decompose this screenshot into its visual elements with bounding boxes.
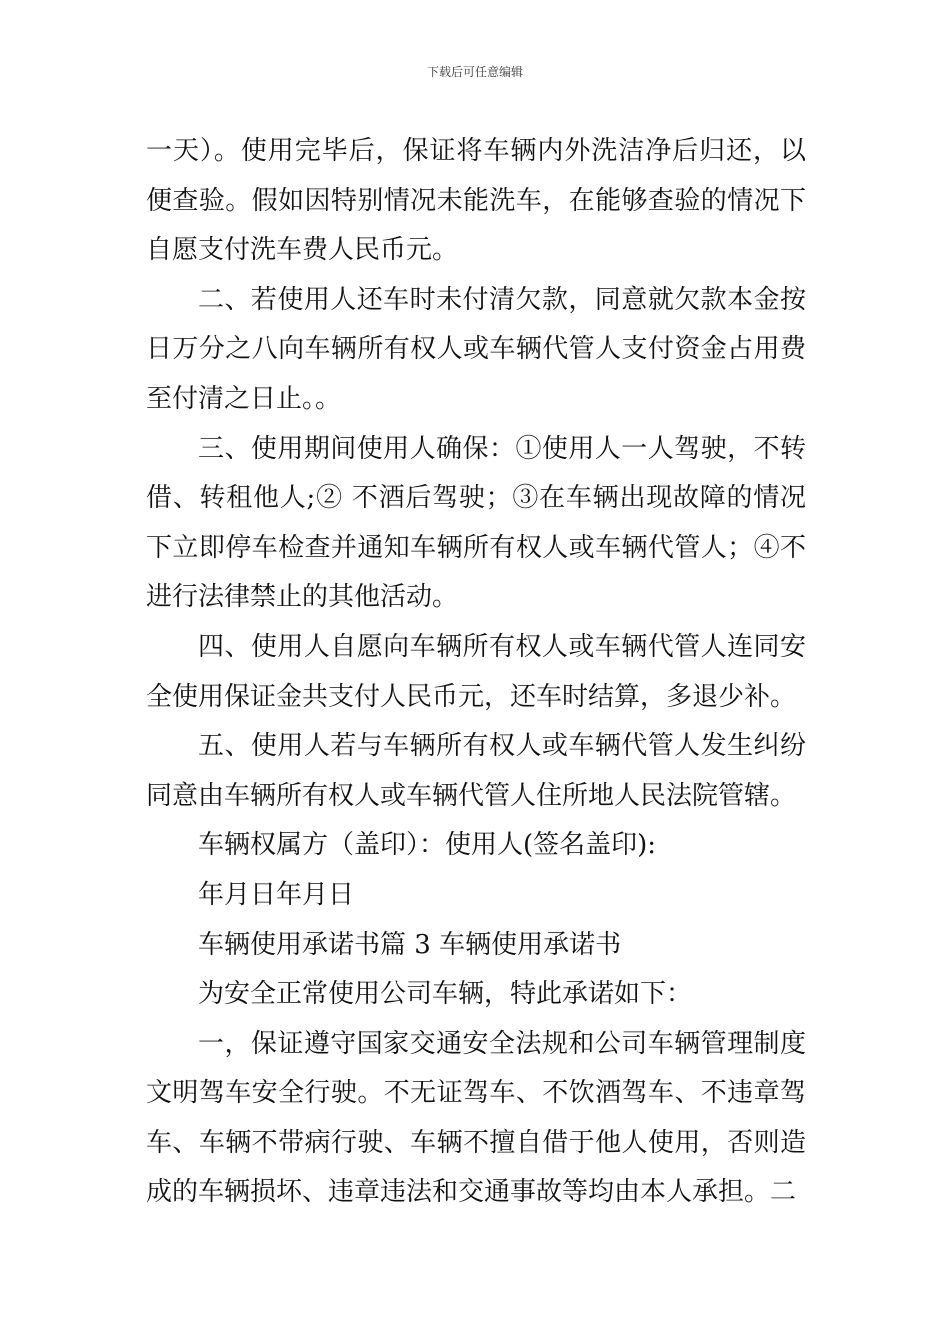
section-title: 车辆使用承诺书篇 3 车辆使用承诺书 [198,929,622,960]
date-line: 年月日年月日 [198,879,355,910]
document-body [146,127,806,1218]
paragraph-pledge-1: 一，保证遵守国家交通安全法规和公司车辆管理制度文明驾车安全行驶。不无证驾车、不饮酒驾车、不违章驾车、车辆不带病行驶、车辆不擅自借于他人使用，否则造成的车辆损坏、违章违法和交通事故等均由本人承担。二 [146,1028,806,1208]
paragraph-continuation: 一天）。使用完毕后，保证将车辆内外洗洁净后归还，以便查验。假如因特别情况未能洗车，在能够查验的情况下自愿支付洗车费人民币元。 [146,136,806,266]
paragraph-intro: 为安全正常使用公司车辆，特此承诺如下： [198,979,693,1010]
paragraph-clause-2: 二、若使用人还车时未付清欠款，同意就欠款本金按日万分之八向车辆所有权人或车辆代管人支付资金占用费至付清之日止。。 [146,284,806,414]
page-header: 下载后可任意编辑 [426,65,523,79]
signature-line: 车辆权属方（盖印）：使用人(签名盖印): [198,830,657,861]
paragraph-clause-3: 三、使用期间使用人确保：①使用人一人驾驶，不转借、转租他人;② 不酒后驾驶；③在车辆出现故障的情况下立即停车检查并通知车辆所有权人或车辆代管人；④不进行法律禁止的其他活动。 [146,433,806,613]
paragraph-clause-4: 四、使用人自愿向车辆所有权人或车辆代管人连同安全使用保证金共支付人民币元，还车时结算，多退少补。 [146,631,806,712]
paragraph-clause-5: 五、使用人若与车辆所有权人或车辆代管人发生纠纷同意由车辆所有权人或车辆代管人住所地人民法院管辖。 [146,731,806,811]
